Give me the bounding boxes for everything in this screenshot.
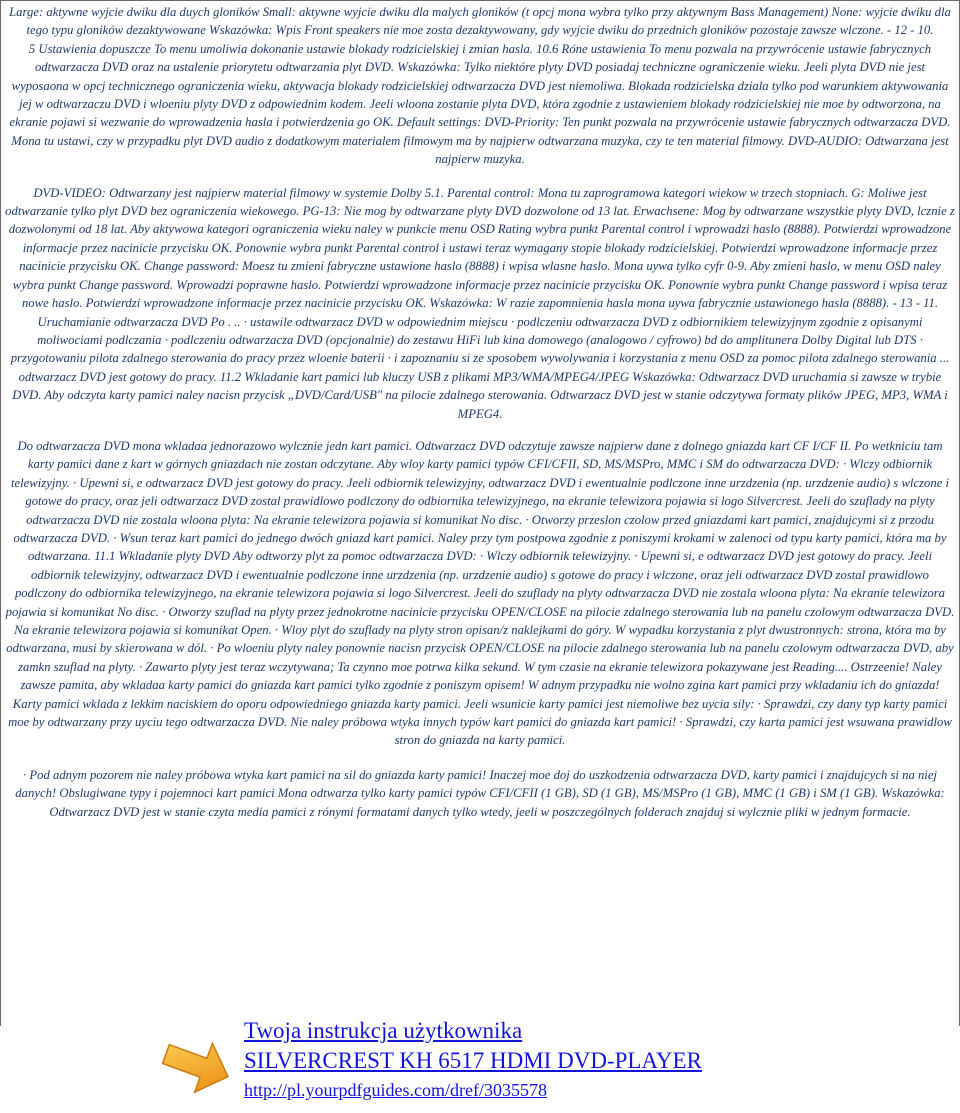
paragraph-card-types: · Pod adnym pozorem nie naley próbowa wtyka kart pamici na sil do gniazda karty pamici! Inaczej moe doj do uszkodzenia odtwarzacza DVD, karty pamici i znajdujcych si na niej danych! Obslugiwane typy i pojemnoci kart pamici Mona odtwarza tylko karty pamici typów CFI/CFII (1 GB), SD (1 GB), MS/MSPro (1 GB), MMC (1 GB) i SM (1 GB). Wskazówka: Odtwarzacz DVD jest w stanie czyta media pamici z rónymi formatami danych tylko wtedy, jeeli w poszczególnych folderach znajduj si wylcznie pliki w jednym formacie. [15,767,945,819]
paragraph-gap [5,750,955,766]
paragraph-gap [5,169,955,184]
manual-title-link[interactable]: Twoja instrukcja użytkownika [244,1018,523,1043]
document-body [5,3,955,821]
manual-url-link[interactable]: http://pl.yourpdfguides.com/dref/3035578 [244,1080,547,1100]
footer [0,1015,960,1113]
paragraph-speakers: Large: aktywne wyjcie dwiku dla duych gloników Small: aktywne wyjcie dwiku dla malych gloników (t opcj mona wybra tylko przy aktywnym Bass Management) None: wyjcie dwiku dla tego typu gloników dezaktywowane Wskazówka: Wpis Front speakers nie moe zosta dezaktywowany, gdy wyjcie dwiku do przednich gloników pozostaje zawsze wlczone. - 12 - 10. [9,5,951,38]
page-frame-left [0,0,1,1026]
yellow-arrow-icon [160,1025,232,1097]
paragraph-settings: 5 Ustawienia dopuszcze To menu umoliwia dokonanie ustawie blokady rodzicielskiej i zmian hasla. 10.6 Róne ustawienia To menu pozwala na przywrócenie ustawie fabrycznych odtwarzacza DVD oraz na ustalenie priorytetu odtwarzania plyt DVD. Wskazówka: Tylko niektóre plyty DVD posiadaj techniczne ograniczenie wieku. Jeeli plyta DVD nie jest wyposaona w opcj technicznego ograniczenia wieku, aktywacja blokady rodzicielskiej odtwarzacza DVD jest niemoliwa. Blokada rodzicielska dziala tylko pod warunkiem aktywowania jej w odtwarzaczu DVD i wloeniu plyty DVD z odpowiednim kodem. Jeeli wloona zostanie plyta DVD, która zgodnie z ustawieniem blokady rodzicielskiej nie moe by odtworzona, na ekranie pojawi si wezwanie do wprowadzenia hasla i potwierdzenia go OK. Default settings: DVD-Priority: Ten punkt pozwala na przywrócenie ustawie fabrycznych odtwarzacza DVD. Mona tu ustawi, czy w przypadku plyt DVD audio z dodatkowym materialem filmowym ma by najpierw odtwarzana muzyka, czy te ten material filmowy. DVD-AUDIO: Odtwarzana jest najpierw muzyka. [9,41,951,167]
paragraph-gap [5,423,955,437]
paragraph-parental-control: DVD-VIDEO: Odtwarzany jest najpierw material filmowy w systemie Dolby 5.1. Parental control: Mona tu zaprogramowa kategori wiekow w trzech stopniach. G: Moliwe jest odtwarzanie tylko plyt DVD bez ograniczenia wiekowego. PG-13: Nie mog by odtwarzane plyty DVD dozwolone od 13 lat. Erwachsene: Mog by odtwarzane wszystkie plyty DVD, lcznie z dozwolonymi od 18 lat. Aby aktywowa kategori ograniczenia wieku naley w punkcie menu OSD Rating wybra punkt Parental control i wprowadzi haslo (8888). Potwierdzi wprowadzone informacje przez nacinicie przycisku OK. Ponownie wybra punkt Parental control i ustawi teraz wymagany stopie blokady rodzicielskiej. Potwierdzi wprowadzone informacje przez nacinicie przycisku OK. Change password: Moesz tu zmieni fabryczne ustawione haslo (8888) i wpisa wlasne haslo. Mona uywa tylko cyfr 0-9. Aby zmieni haslo, w menu OSD naley wybra punkt Change password. Wprowadzi poprawne haslo. Potwierdzi wprowadzone informacje przez nacinicie przycisku OK. Ponownie wybra punkt Change password i wpisa teraz nowe haslo. Potwierdzi wprowadzone informacje przez nacinicie przycisku OK. Wskazówka: W razie zapomnienia hasla mona uywa fabrycznie ustawionego hasla (8888). - 13 - 11. Uruchamianie odtwarzacza DVD Po . .. · ustawile odtwarzacz DVD w odpowiednim miejscu · podlczeniu odtwarzacza DVD z odbiornikiem telewizyjnym zgodnie z opisanymi moliwociami podlczania · podlczeniu odtwarzacza DVD (opcjonalnie) do zestawu HiFi lub kina domowego (analogowo / cyfrowo) bd do amplitunera Dolby Digital lub DTS · przygotowaniu pilota zdalnego sterowania do pracy przez wloenie baterii · i zapoznaniu si ze sposobem wywolywania i korzystania z menu OSD za pomoc pilota zdalnego sterowania ... odtwarzacz DVD jest gotowy do pracy. 11.2 Wkladanie kart pamici lub kluczy USB z plikami MP3/WMA/MPEG4/JPEG Wskazówka: Odtwarzacz DVD uruchamia si zawsze w trybie DVD. Aby odczyta karty pamici naley nacisn przycisk „DVD/Card/USB" na pilocie zdalnego sterowania. Odtwarzacz DVD jest w stanie odczytywa formaty plików JPEG, MP3, WMA i MPEG4. [5,185,955,421]
page-frame-top [0,0,960,1]
product-name-link[interactable]: SILVERCREST KH 6517 HDMI DVD-PLAYER [244,1048,702,1073]
paragraph-memory-cards: Do odtwarzacza DVD mona wkladaa jednorazowo wylcznie jedn kart pamici. Odtwarzacz DVD odczytuje zawsze najpierw dane z dolnego gniazda kart CF I/CF II. Po wetkniciu tam karty pamici dane z kart w górnych gniazdach nie zostan odczytane. Aby wloy karty pamici typów CFI/CFII, SD, MS/MSPro, MMC i SM do odtwarzacza DVD: · Wlczy odbiornik telewizyjny. · Upewni si, e odtwarzacz DVD jest gotowy do pracy. Jeeli odbiornik telewizyjny, odtwarzacz DVD i ewentualnie podlczone inne urzdzenia (np. urzdzenie audio) s wlczone i gotowe do pracy, oraz jeli odtwarzacz DVD zostal prawidlowo podlczony do odbiornika telewizyjnego, na ekranie telewizora pojawia si logo Silvercrest. Jeeli do szuflady na plyty odtwarzacza DVD nie zostala wloona plyta: Na ekranie telewizora pojawia si komunikat No disc. · Otworzy przeslon czolow przed gniazdami kart pamici, znajdujcymi si z przodu odtwarzacza DVD. · Wsun teraz kart pamici do jednego dwóch gniazd kart pamici. Naley przy tym postpowa zgodnie z poniszymi krokami w zalenoci od typu karty pamici, która ma by odtwarzana. 11.1 Wkladanie plyty DVD Aby odtworzy plyt za pomoc odtwarzacza DVD: · Wlczy odbiornik telewizyjny. · Upewni si, e odtwarzacz DVD jest gotowy do pracy. Jeeli odbiornik telewizyjny, odtwarzacz DVD i ewentualnie podlczone inne urzdzenia (np. urzdzenie audio) s gotowe do pracy i wlczone, oraz jeli odtwarzacz DVD zostal prawidlowo podlczony do odbiornika telewizyjnego, na ekranie telewizora pojawia si logo Silvercrest. Jeeli do szuflady na plyty odtwarzacza DVD nie zostala wloona plyta: Na ekranie telewizora pojawia si komunikat No disc. · Otworzy szuflad na plyty przez jednokrotne nacinicie przycisku OPEN/CLOSE na pilocie zdalnego sterowania lub na panelu czolowym odtwarzacza DVD. Na ekranie telewizora pojawia si komunikat Open. · Wloy plyt do szuflady na plyty stron opisan/z naklejkami do góry. W wypadku korzystania z plyt dwustronnych: strona, która ma by odtwarzana, musi by skierowana w dól. · Po wloeniu plyty naley ponownie nacisn przycisk OPEN/CLOSE na pilocie zdalnego sterowania lub na panelu czolowym odtwarzacza DVD, aby zamkn szuflad na plyty. · Zawarto plyty jest teraz wczytywana; Ta czynno moe potrwa kilka sekund. W tym czasie na ekranie telewizora pokazywane jest Reading.... Ostrzeenie! Naley zawsze pamita, aby wkladaa karty pamici do gniazda kart pamici tylko zgodnie z poniszym opisem! W adnym przypadku nie wolno zgina kart pamici przy wkladaniu ich do gniazda! Karty pamici wklada z lekkim naciskiem do oporu odpowiedniego gniazda karty pamici. Jeeli wsunicie karty pamici jest niemoliwe bez uycia sily: · Sprawdzi, czy dany typ karty pamici moe by odtwarzany przy uyciu tego odtwarzacza DVD. Nie naley próbowa wtyka innych typów kart pamici do gniazda kart pamici! · Sprawdzi, czy karta pamici jest wsuwana prawidlow stron do gniazda na karty pamici. [5,438,955,748]
footer-links [244,1016,702,1102]
